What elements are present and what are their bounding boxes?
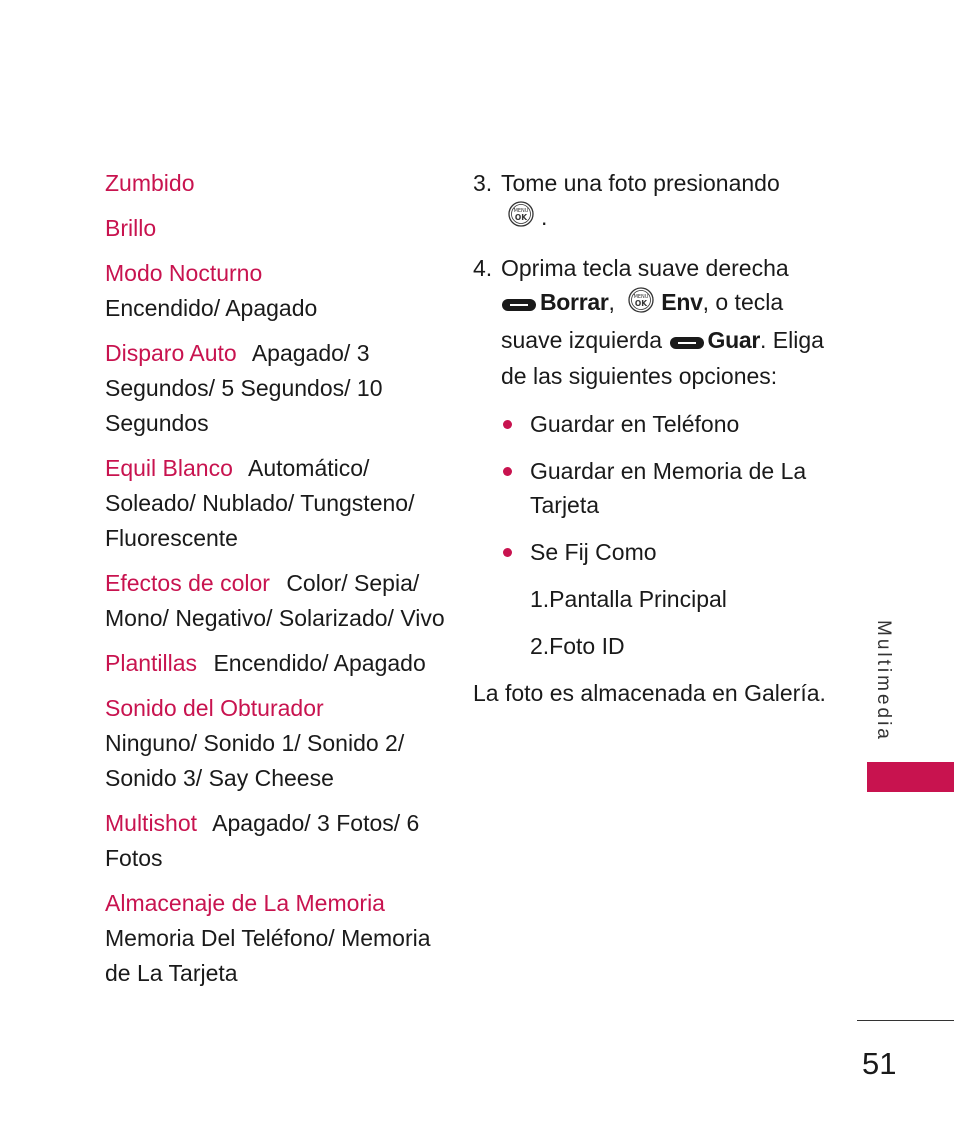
menu-ok-key-icon xyxy=(507,200,535,237)
setting-value: Automático/ Soleado/ Nublado/ Tungsteno/ Fluorescente xyxy=(105,455,415,551)
right-soft-key-icon xyxy=(501,287,537,321)
setting-label: Brillo xyxy=(105,215,157,241)
divider xyxy=(857,1020,954,1021)
setting-value: Encendido/ Apagado xyxy=(213,650,426,676)
setting-value: Memoria Del Teléfono/ Memoria de La Tarjeta xyxy=(105,925,431,986)
setting-value: Apagado/ 3 Fotos/ 6 Fotos xyxy=(105,810,420,871)
step-text: Tome una foto presionando xyxy=(501,170,780,196)
setting-sonido-del-obturador xyxy=(105,691,445,796)
borrar-label: Borrar xyxy=(540,289,609,316)
setting-zumbido xyxy=(105,166,445,201)
setting-label: Almacenaje de La Memoria xyxy=(105,890,385,916)
setting-plantillas xyxy=(105,646,445,681)
setting-label: Sonido del Obturador xyxy=(105,695,324,721)
menu-ok-key-icon xyxy=(627,286,655,323)
svg-text:OK: OK xyxy=(514,213,528,223)
setting-value: Color/ Sepia/ Mono/ Negativo/ Solarizado/ Vivo xyxy=(105,570,445,631)
step-3 xyxy=(473,166,833,237)
svg-text:MENU: MENU xyxy=(513,208,529,215)
setting-value: Ninguno/ Sonido 1/ Sonido 2/ Sonido 3/ Say Cheese xyxy=(105,730,405,791)
step-period: . xyxy=(541,204,548,230)
settings-list xyxy=(105,166,445,1001)
step-text: . Eliga de las siguientes opciones: xyxy=(501,326,824,389)
setting-label: Disparo Auto xyxy=(105,340,237,366)
left-soft-key-icon xyxy=(669,325,705,359)
setting-label: Plantillas xyxy=(105,650,198,676)
guar-label: Guar xyxy=(707,326,760,353)
option-text: Guardar en Teléfono xyxy=(530,410,740,437)
option-list xyxy=(501,407,833,569)
svg-text:MENU: MENU xyxy=(633,293,649,300)
step-text: Oprima tecla suave derecha xyxy=(501,255,789,282)
step-number: 3. xyxy=(473,170,493,196)
setting-label: Multishot xyxy=(105,810,198,836)
option-text: Se Fij Como xyxy=(530,538,657,565)
setting-value: Encendido/ Apagado xyxy=(105,295,318,321)
setting-efectos-de-color xyxy=(105,566,445,636)
setting-label: Zumbido xyxy=(105,170,195,196)
setting-almacenaje xyxy=(105,886,445,991)
bullet-icon xyxy=(503,548,512,557)
list-item xyxy=(501,454,833,522)
setting-equil-blanco xyxy=(105,451,445,556)
step-text: , o tecla suave izquierda xyxy=(501,289,784,353)
step-4 xyxy=(473,251,833,392)
bullet-icon xyxy=(503,420,512,429)
setting-label: Modo Nocturno xyxy=(105,260,263,286)
bullet-icon xyxy=(503,467,512,476)
page-number: 51 xyxy=(862,1046,897,1081)
sub-option: 2.Foto ID xyxy=(530,632,625,659)
comma: , xyxy=(608,289,615,316)
list-item xyxy=(501,407,833,441)
setting-disparo-auto xyxy=(105,336,445,441)
section-tab xyxy=(867,762,954,792)
setting-label: Equil Blanco xyxy=(105,455,233,481)
section-label: Multimedia xyxy=(873,620,894,742)
list-item xyxy=(501,535,833,569)
env-label: Env xyxy=(661,289,703,316)
step-number: 4. xyxy=(473,255,493,282)
setting-multishot xyxy=(105,806,445,876)
setting-brillo xyxy=(105,211,445,246)
svg-text:OK: OK xyxy=(635,298,648,308)
storage-note: La foto es almacenada en Galería. xyxy=(473,679,826,706)
setting-value: Apagado/ 3 Segundos/ 5 Segundos/ 10 Segundos xyxy=(105,340,383,436)
setting-modo-nocturno xyxy=(105,256,445,326)
sub-option: 1.Pantalla Principal xyxy=(530,585,727,612)
instructions xyxy=(473,166,833,710)
option-text: Guardar en Memoria de La Tarjeta xyxy=(530,457,807,518)
setting-label: Efectos de color xyxy=(105,570,270,596)
